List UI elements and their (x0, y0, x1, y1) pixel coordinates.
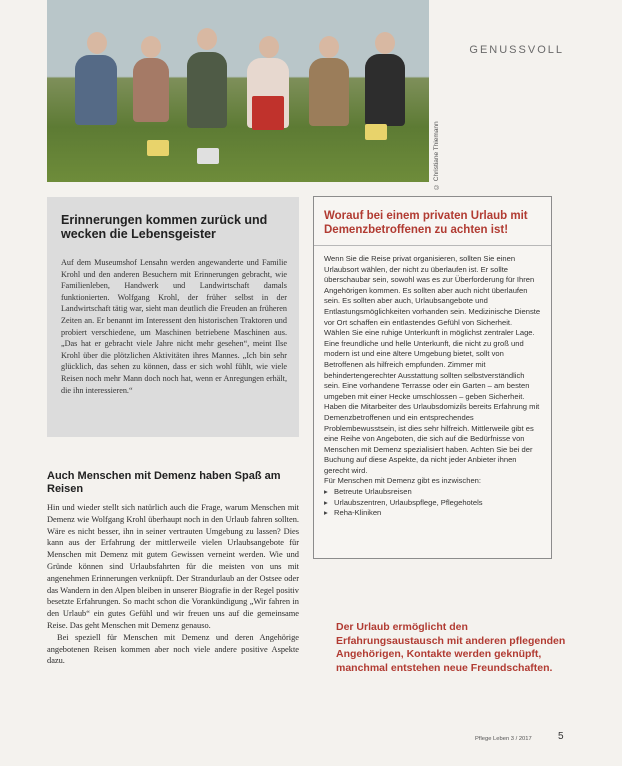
article-heading: Auch Menschen mit Demenz haben Spaß am Reisen (47, 470, 281, 495)
article-paragraph: Hin und wieder stellt sich natürlich auch die Frage, warum Menschen mit Demenz wie Wolfgang Krohl überhaupt noch in den Urlaub fahren sollten. Wäre es nicht besser, ihn in seiner vertrauten Umgebung zu lassen? Dies kann aus der Erfahrung der mittlerweile vielen Urlaubsangebote für Menschen mit Demenz mit gutem Gewissen verneint werden. Wie und Gründe können sind Urlaubsfahrten für die meisten von uns mit angenehmen Erinnerungen verknüpft. Der Strandurlaub an der Ostsee oder das Wandern in den Alpen bleiben in unserer Biografie in der Regel positiv besetzte Erfahrungen. So macht schon die Vorankündigung „Wir fahren in den Urlaub“ ein gutes Gefühl und wir freuen uns auf die gemeinsame Reise. Das geht Menschen mit Demenz genauso. (47, 503, 299, 630)
divider (314, 245, 551, 246)
footer-source: Pflege Leben 3 / 2017 (475, 736, 532, 742)
sidebar-box-title: Erinnerungen kommen zurück und wecken die Lebensgeister (61, 213, 268, 241)
seniors-photo (47, 0, 429, 182)
info-paragraph: Haben die Mitarbeiter des Urlaubsdomizils bereits Erfahrung mit Demenzbetroffenen und ein entsprechendes Problembewusstsein, ist dies sehr hilfreich. Mittlerweile gibt es eine Reihe von Angeboten, die sich auf die Bedürfnisse von Menschen mit Demenz spezialisiert haben. Achten Sie bei der Buchung auf diese Aspekte, da nicht jeder Anbieter ihnen gerecht wird. (324, 402, 540, 475)
info-paragraph: Wenn Sie die Reise privat organisieren, sollten Sie einen Urlaubsort wählen, der nicht zu überlaufen ist. Er sollte überschaubar sein, sowohl was es zur Überforderung für Ihren Angehörigen kommen. Es sollten aber auch nicht überlaufen sein. Es sollten aber auch, Urlaubsangebote und Entlastungsmöglichkeiten vorhanden sein. Medizinische Dienste vor Ort schaffen ein entlastendes Gefühl von Sicherheit. (324, 254, 541, 327)
sidebar-box (47, 197, 299, 437)
offer-list-item: ▸ Urlaubszentren, Urlaubspflege, Pflegehotels (334, 498, 541, 509)
offer-list-item: ▸ Reha-Kliniken (334, 508, 541, 519)
article-paragraph: Bei speziell für Menschen mit Demenz und deren Angehörige angebotenen Reisen kommen aber noch viele andere positive Aspekte dazu. (47, 632, 299, 666)
info-box-body (324, 254, 541, 519)
article-body (47, 502, 299, 667)
info-paragraph: Wählen Sie eine ruhige Unterkunft in möglichst zentraler Lage. Eine freundliche und helle Unterkunft, die nicht zu groß und modern ist und eine ältere Umgebung bietet, sollt von Betroffenen als hilfreich empfunden. Zimmer mit behindertengerechter Ausstattung sollten selbstverständlich sein. Eine vorhandene Terrasse oder ein Garten – am besten umgeben mit einer Hecke umschlossen – geben Sicherheit. (324, 328, 535, 401)
info-box (313, 196, 552, 559)
sidebar-box-text: Auf dem Museumshof Lensahn werden angewanderte und Familie Krohl und den anderen Besuchern mit Erinnerungen gebracht, wie Familienleben, Handwerk und Landwirtschaft damals funktionierten. Wolfgang Krohl, der früher selbst in der Landwirtschaft tätig war, sieht man deutlich die Freuden an früheren Zeiten an. Er benannt im Interessent den historischen Traktoren und probiert verschiedene, um Maschinen betriebene Maschinen aus. „Das hat er gebracht viele Jahre nicht mehr gesehen“, meint Ilse Krohl über die plötzlichen Aktivitäten ihres Mannes. „Ich bin sehr glücklich, das sehen zu können, dass er sich wohl fühlt, wie viele Reisen noch mehr Mann doch noch hat, wenn er Anregungen erhält, die ihn interessieren.“ (61, 258, 287, 395)
photo-credit: © Christiane Thiemann (433, 121, 440, 190)
page-number: 5 (558, 731, 564, 742)
info-paragraph: Für Menschen mit Demenz gibt es inzwischen: (324, 476, 481, 486)
section-label: GENUSSVOLL (469, 44, 564, 56)
offer-list-item: ▸ Betreute Urlaubsreisen (334, 487, 541, 498)
offer-list (324, 487, 541, 519)
info-box-title: Worauf bei einem privaten Urlaub mit Demenzbetroffenen zu achten ist! (324, 210, 528, 236)
pull-quote: Der Urlaub ermöglicht den Erfahrungsaustausch mit anderen pflegenden Angehörigen, Kontakte werden geknüpft, manchmal entstehen neue Freundschaften. (336, 621, 566, 674)
